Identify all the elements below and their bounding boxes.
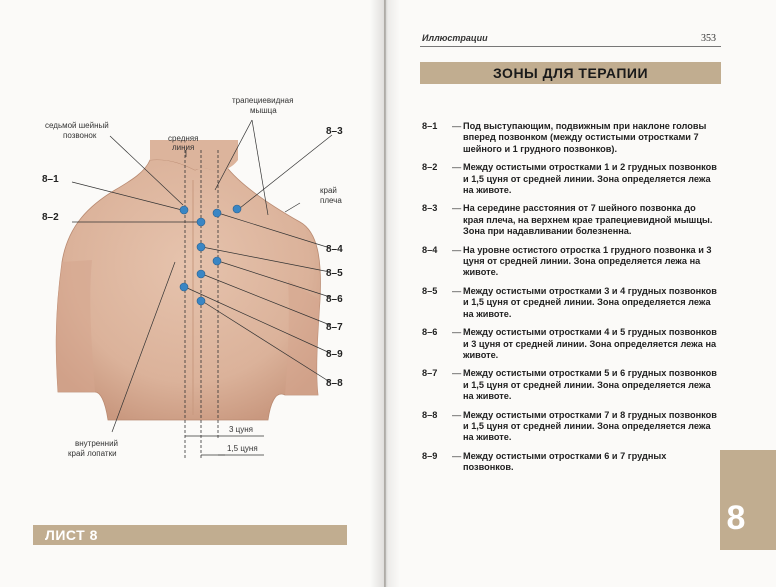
zone-text: Между остистыми отростками 5 и 6 грудных позвонков и 1,5 цуня от средней линии. Зона определяется лежа на животе. [463, 368, 717, 402]
zone-code: 8–8 [422, 409, 438, 420]
label-scapula-edge-2: край лопатки [68, 449, 117, 458]
point-8-6 [213, 257, 221, 265]
label-scapula-edge-1: внутренний [75, 439, 119, 448]
point-8-2 [197, 218, 205, 226]
zone-item [422, 286, 718, 320]
code-8-1: 8–1 [42, 174, 59, 185]
label-seventh-vertebra-2: позвонок [63, 131, 97, 140]
label-midline-1: средняя [168, 134, 199, 143]
code-8-7: 8–7 [326, 322, 343, 333]
zone-dash: — [452, 203, 462, 214]
zone-text: На середине расстояния от 7 шейного позвонка до края плеча, на верхнем крае трапециевидной мышцы. Зона при надавливании болезненна. [463, 203, 713, 237]
zone-code: 8–2 [422, 162, 438, 173]
zone-text: Между остистыми отростками 3 и 4 грудных позвонков и 1,5 цуня от средней линии. Зона определяется лежа на животе. [463, 285, 717, 319]
point-8-3 [233, 205, 241, 213]
code-8-8: 8–8 [326, 378, 343, 389]
label-seventh-vertebra-1: седьмой шейный [45, 121, 109, 130]
header-rule [420, 46, 721, 47]
label-shoulder-edge-2: плеча [320, 196, 342, 205]
code-8-5: 8–5 [326, 268, 343, 279]
zone-text: Под выступающим, подвижным при наклоне головы вперед позвонком (между остистыми отростками 7 шейного и 1 грудного позвонков). [463, 121, 707, 154]
point-8-1 [180, 206, 188, 214]
sheet-label: ЛИСТ 8 [45, 527, 98, 543]
zone-item [422, 245, 718, 279]
label-trapezius-2: мышца [250, 106, 277, 115]
zone-dash: — [452, 409, 462, 420]
code-8-3: 8–3 [326, 126, 343, 137]
zone-text: Между остистыми отростками 6 и 7 грудных позвонков. [463, 450, 667, 473]
zone-code: 8–1 [422, 121, 438, 131]
code-8-2: 8–2 [42, 212, 59, 223]
point-8-4 [213, 209, 221, 217]
running-head: Иллюстрации [422, 33, 488, 43]
zone-code: 8–7 [422, 368, 438, 379]
zone-item [422, 451, 718, 474]
zone-code: 8–4 [422, 244, 438, 255]
zone-dash: — [452, 368, 462, 379]
point-8-5 [197, 243, 205, 251]
zone-text: На уровне остистого отростка 1 грудного позвонка и 3 цуня от средней линии. Зона определяется лежа на животе. [463, 244, 712, 278]
page-number: 353 [701, 33, 716, 44]
zone-item [422, 327, 718, 361]
label-measure-15: 1,5 цуня [227, 444, 258, 453]
point-8-8 [197, 297, 205, 305]
point-8-7 [197, 270, 205, 278]
zone-dash: — [452, 285, 462, 296]
code-8-6: 8–6 [326, 294, 343, 305]
zone-dash: — [452, 327, 462, 338]
chapter-tab-number: 8 [726, 499, 746, 537]
zone-item [422, 410, 718, 444]
zone-dash: — [452, 162, 462, 173]
torso [56, 160, 320, 420]
code-8-9: 8–9 [326, 349, 343, 360]
label-midline-2: линия [172, 143, 195, 152]
zone-item [422, 203, 718, 237]
zone-code: 8–3 [422, 203, 438, 214]
label-trapezius-1: трапециевидная [232, 96, 294, 105]
zone-text: Между остистыми отростками 4 и 5 грудных позвонков и 3 цуня от средней линии. Зона определяется лежа на животе. [463, 327, 717, 360]
zone-code: 8–5 [422, 285, 438, 296]
back-illustration [0, 0, 384, 587]
zone-dash: — [452, 121, 462, 131]
zone-item [422, 368, 718, 402]
zone-text: Между остистыми отростками 1 и 2 грудных позвонков и 1,5 цуня от средней линии. Зона определяется лежа на животе. [463, 162, 717, 196]
zone-item [422, 162, 718, 196]
label-measure-3: 3 цуня [229, 425, 254, 434]
zone-code: 8–9 [422, 450, 438, 461]
zone-dash: — [452, 244, 462, 255]
section-title: ЗОНЫ ДЛЯ ТЕРАПИИ [420, 62, 721, 84]
chapter-tab [720, 450, 776, 550]
zone-text: Между остистыми отростками 7 и 8 грудных позвонков и 1,5 цуня от средней линии. Зона определяется лежа на животе. [463, 409, 717, 443]
zone-list [422, 121, 718, 481]
zone-item [422, 121, 718, 155]
code-8-4: 8–4 [326, 244, 343, 255]
sheet-bar [33, 525, 347, 545]
zone-dash: — [452, 450, 462, 461]
label-shoulder-edge-1: край [320, 186, 337, 195]
zone-code: 8–6 [422, 327, 438, 338]
point-8-9 [180, 283, 188, 291]
